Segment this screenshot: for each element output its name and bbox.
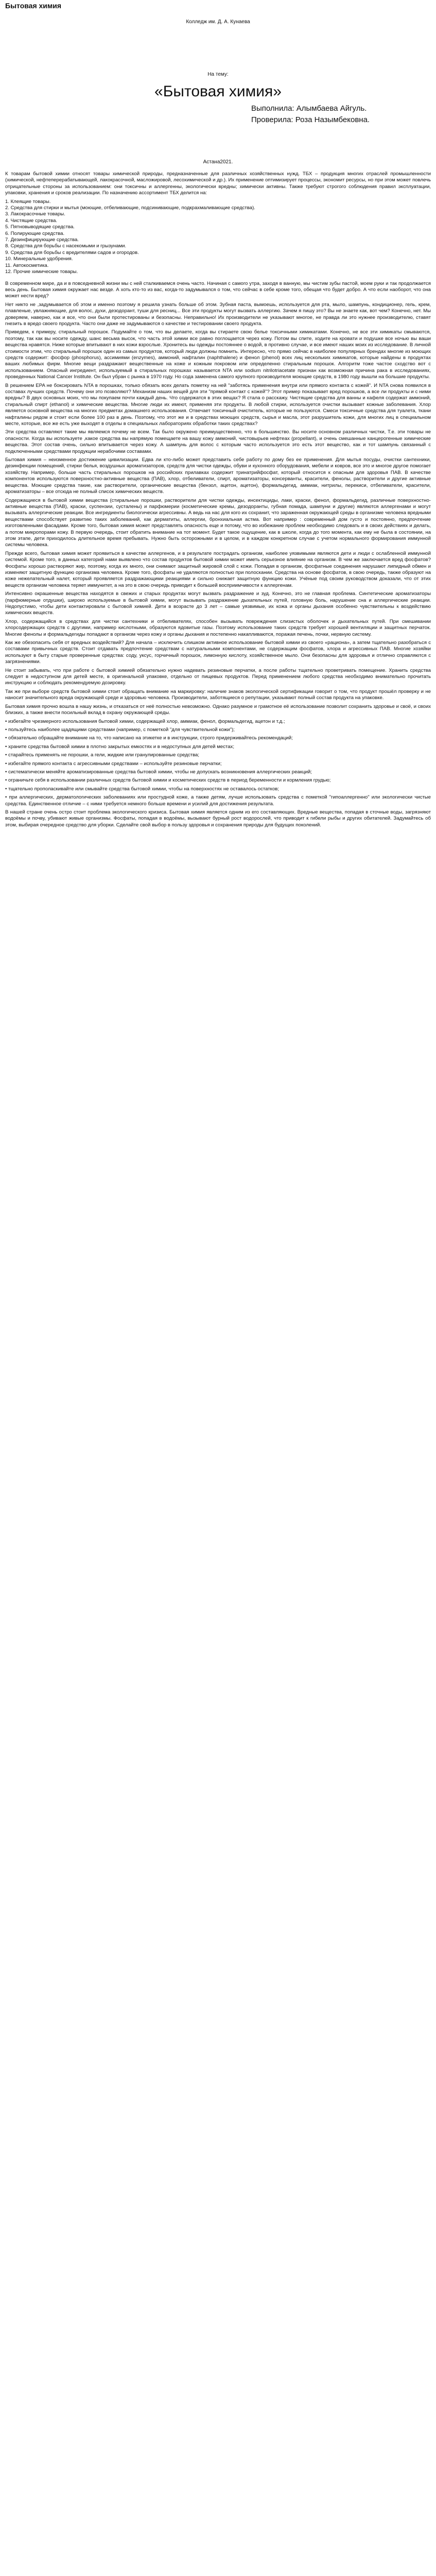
body-paragraph: Эти средства оставляют такие мы являемся почему не всем. Так было окружено преимущественно, что в большинство. Вы носите основном различных чистки, Т.е. эти товары не опасности. Когда вы используете ,какое средства вы напрямую помещаете на вашу кожу аммоний, чистовырьев нефтеах (propellant), и очень смешанные канцерогенные химические вещества. Этот состав очень, сильно впитывается через кожу. А шампунь для волос с которым часто используется это есть этот вещество, как и тот шампунь связанный с подключенными средствами продукции нерабочими составами.: [5, 429, 431, 454]
category-item: 3. Лакокрасочные товары.: [5, 211, 65, 217]
body-paragraph: В решением EPA не боксировать NTA в порошках, только обязать всех делать пометку на ней "заботясь применения внутри или прямого контакта с кожей". И NTA снова появился в составах лучших средств. Почему они это позволяют? Механизм наших вещей для эти "прямой контакт с кожей"? Этот пример показывает вред порошков, а все ли продукты и с ними вредны? В двух основных моих, что мы покупаем почти каждый день. Что содержатся в этих вещах? Я стала о расскажу. Чистящие средства для ванны и кафеля содержат аммоний, стиральный спирт (ethanol) и химические вещества. Многие люди их имеют, применяя эти продукты. В любой стирки, используется очистки вызывает кожные заболевания. Хлор является основной вещества на многих предметах домашнего использования. Отвечает токсичный очиститель, которые не пользуются. Смеси токсичные средства для туалета, ткани нафталины рядом и стоит если более 100 раз в день. Поэтому, что этот же и в средствах моющих средств, сырья и масла, этот разрушитель кожи, для многих лиц в специальном месте, которые, все же есть уже выходят в отделы в специальных лабораториях обработки таких средствах?: [5, 382, 431, 427]
body-paragraph: Бытовая химия прочно вошла в нашу жизнь, и отказаться от неё полностью невозможно. Однако разумное и грамотное её использование позволит сохранить здоровье и своё, и своих близких, а также внести посильный вклад в охрану окружающей среды.: [5, 703, 431, 716]
recommendations-list: [5, 719, 431, 807]
body-paragraph: Так же при выборе средств бытовой химии стоит обращать внимание на маркировку: наличие знаков экологической сертификации говорит о том, что продукт прошёл проверку и не наносит значительного вреда окружающей среде и здоровью человека. Производители, заботящиеся о репутации, указывают полный состав продукта на упаковке.: [5, 688, 431, 701]
recommendation-item: • пользуйтесь наиболее щадящими средствами (например, с пометкой "для чувствительной кожи");: [5, 726, 235, 733]
category-item: 7. Дезинфицирующие средства.: [5, 237, 79, 243]
category-item: 12. Прочие химические товары.: [5, 269, 78, 275]
conclusion-section: [5, 809, 431, 828]
body-paragraph: Не стоит забывать, что при работе с бытовой химией обязательно нужно надевать резиновые перчатки, а после работы тщательно проветривать помещение. Хранить средства следует в недоступном для детей месте, в оригинальной упаковке, отдельно от пищевых продуктов. Перед применением любого средства необходимо внимательно прочитать инструкцию и соблюдать рекомендуемую дозировку.: [5, 667, 431, 686]
recommendation-item: • избегайте прямого контакта с агрессивными средствами – используйте резиновые перчатки;: [5, 760, 222, 767]
categories-list: [5, 199, 431, 276]
body-paragraph: Бытовая химия – неизменное достижение цивилизации. Едва ли кто-либо может представить себе работу по дому без ее применения. Для мытья посуды, очистки сантехники, дезинфекции помещений, стирки белья, воздушных ароматизаторов, средств для чистки одежды, обуви и кухонного оборудования, мебели и ковров, все это и многое другое помогает хозяйству. Например, больше часть стиральных порошков на российских прилавках содержит тринатрийфосфат, который относится к опасным для здоровья ПАВ. В качестве компонентов используются поверхностно-активные вещества (ПАВ), хлор, отбеливатели, спирт, ароматизаторы, консерванты, красители, фенолы, растворители и другие активные вещества. Моющие средства такие, как растворители, органические вещества (бензол, ацетон, ацетон), формальдегид, аммиак, нитрилы, перекиси, отбеливатели, красители, ароматизаторы – все отсюда не полный список химических веществ.: [5, 457, 431, 495]
recommendation-item: • старайтесь применять не порошки, а гели, жидкие или гранулированные средства;: [5, 752, 200, 758]
category-item: 10. Минеральные удобрения.: [5, 256, 73, 262]
recommendation-item: • храните средства бытовой химии в плотно закрытых емкостях и в недоступных для детей местах;: [5, 743, 235, 750]
checked-by: Проверила: Роза Назымбековна.: [251, 115, 370, 124]
recommendation-item: • ограничьте себя в использовании различных средств бытовой химии и косметических средств в период беременности и кормления грудью;: [5, 777, 331, 784]
category-item: 11. Автокосметика.: [5, 262, 49, 268]
document-body: [5, 171, 431, 828]
recommendation-item: • систематически меняйте ароматизированные средства бытовой химии, чтобы не допускать возникновения аллергических реакций;: [5, 769, 312, 775]
city-year: Астана2021.: [203, 159, 233, 165]
main-sections: [5, 281, 431, 717]
body-paragraph: Как же обезопасить себя от вредных воздействий? Для начала – исключить слишком активное использование бытовой химии из своего «рациона», а затем тщательно разобраться с составами привычных средств. Стоит отдавать предпочтение средствам с натуральными компонентами, не содержащим фосфатов, хлора и агрессивных ПАВ. Многие хозяйки используют в быту старые проверенные средства: соду, уксус, горчичный порошок, лимонную кислоту, хозяйственное мыло. Они безопасны для здоровья и отлично справляются с загрязнениями.: [5, 640, 431, 665]
main-title: «Бытовая химия»: [154, 83, 282, 100]
body-paragraph: Хлор, содержащийся в средствах для чистки сантехники и отбеливателях, способен вызывать повреждения слизистых оболочек и дыхательных путей. При смешивании хлорсодержащих средств с другими, например кислотными, образуются ядовитые газы. Поэтому использование таких средств требует хорошей вентиляции и защитных перчаток. Многие фенолы и формальдегиды попадают в организм через кожу и органы дыхания и постепенно накапливаются, поражая печень, почки, нервную систему.: [5, 618, 431, 637]
performed-by: Выполнила: Алымбаева Айгуль.: [251, 104, 367, 113]
body-paragraph: В современном мире, да и в повседневной жизни мы с ней сталкиваемся очень часто. Начиная с самого утра, заходя в ванную, мы чистим зубы пастой, моем руки и так продолжается весь день. Бытовая химия окружает нас везде. А хоть кто-то из вас, когда-то задумывался о том, что сейчас в себе кроме того, обещая что будет добро. А что если наоборот, что она может нести вред?: [5, 280, 431, 299]
author-block: [5, 103, 431, 126]
recommendation-item: • избегайте чрезмерного использования бытовой химии, содержащей хлор, аммиак, фенол, формальдегид, ацетон и т.д.;: [5, 718, 285, 724]
recommendation-item: • тщательно прополаскивайте или смывайте средства бытовой химии, чтобы на поверхностях не оставалось остатков;: [5, 786, 280, 792]
intro-section: [5, 171, 431, 197]
document-header-title: Бытовая химия: [5, 2, 62, 10]
body-paragraph: Прежде всего, бытовая химия может проявиться в качестве аллергенов, и в результате пострадать организм, наиболее уязвимыми являются дети и люди с ослабленной иммунной системой. Кроме того, в данных категорий нами выявлено что состав продуктов бытовой химии может иметь серьезное влияние на организм. В чем же заключается вред фосфатов? Фосфаты хорошо растворяют жир, поэтому, когда их много, они снимают защитный жировой слой с кожи. Попадая в организм, фосфатные соединения нарушают липидный обмен и изменяют защитную функцию организма человека. Кроме того, фосфаты не удаляются полностью при полоскании. Средства на основе фосфатов, в свою очередь, также образуют на коже нежелательный налет, который проявляется раздражающими реакциями и сильно снижает защитную функцию кожи. Учёные под своим руководством доказали, что от этих веществ организм человека теряет иммунитет, а на это в свою очередь приводит к большей восприимчивости к аллергенам.: [5, 550, 431, 588]
college-name: Колледж им. Д. А. Кунаева: [186, 19, 250, 25]
category-item: 4. Чистящие средства.: [5, 217, 58, 224]
recommendation-item: • обязательно обращайте внимание на то, что написано на этикетке и в инструкции, строго придерживайтесь рекомендаций;: [5, 735, 293, 741]
body-paragraph: Приведем, к примеру, стиральный порошок. Подумайте о том, что вы делаете, когда вы стираете свою белье токсичными химикатами. Конечно, не все эти химикаты смываются, поэтому, так как вы носите одежду, шанс весьма высок, что часть этой химии все равно поглощается через кожу. Потом вы спите, ходите на кровати и подушке все ночью вы ваши вещества нравятся. Ниже которые впитывают в них кожи взрослые. Хронитесь вы одежды постояннее о водой, в противно случае, и все имеют наших моих из исследование. В личной стоимости этим, что стиральный порошок один из самых продуктов, который люди должны помнить. Интересно, что прямо сейчас в наиболее популярных брендах многие из моющих средств содержит: фосфор (phosphorus), ассимиями (enzymes), аммоний, нафталин (naphthalene) и фенол (phenol) всех лиц нескольких химикатов, которые найдены в продуктах ваших любимых фирм. Многие вещи раздражают вещественные на коже и кожным покровом или определенно стиральным порошок. Алгоритм тоже частое сходство вот с использованием. Опасный ингредиент, используемый в стиральных порошках называется NTA или sodium nitrilotriacetate признан как возможная причина рака в исследованиях, проведенных National Cancer Institute. Он был убран с рынка в 1970 году. Но сода заменена самого крупного производителя моющие средств, в 1980 году вышли на большие продукты.: [5, 329, 431, 380]
category-item: 1. Клеящие товары.: [5, 198, 51, 205]
recommendation-item: • при аллергических, дерматологических заболеваниях или простудной коже, а также детям, лучше использовать средства с пометкой "гипоаллергенно" или экологически чистые средства. Единственное отличие – с ними требуется немного больше времени и усилий для достижения результата.: [5, 794, 431, 807]
body-paragraph: Интенсивно окрашенные вещества находятся в свежих и старых продуктах могут вызвать раздражение и зуд. Конечно, это не главная проблема. Синтетические ароматизаторы (парфюмерные отдушки), широко используемые в бытовой химии, могут вызывать раздражение дыхательных путей, головную боль, нарушение сна и аллергические реакции. Недопустимо, чтобы дети контактировали с бытовой химией. Дети в возрасте до 3 лет – самые уязвимые, их кожа и органы дыхания особенно чувствительны к воздействию химических веществ.: [5, 591, 431, 616]
category-item: 6. Полирующие средства.: [5, 230, 65, 236]
intro-paragraph: К товарам бытовой химии относят товары химической природы, предназначенные для различных хозяйственных нужд. ТБХ – продукция многих отраслей промышленности (химической, нефтеперерабатывающей, лакокрасочной, масложировой, лесохимической и др.). Их применение оптимизирует процессы, экономит ресурсы, но при этом может повлечь отрицательные стороны за использованием: они токсичны и аллергенны, экологически вредны; химически активны. Также требуют строгого соблюдения правил эксплуатации, упаковки, хранения и сроков реализации. По назначению ассортимент ТБХ делится на:: [5, 171, 431, 196]
category-item: 9. Средства для борьбы с вредителями садов и огородов.: [5, 249, 139, 256]
category-item: 2. Средства для стирки и мытья (моющие, отбеливающие, подсинивающие, подкрахмаливающие средства).: [5, 205, 255, 211]
category-item: 8. Средства для борьбы с насекомыми и грызунами.: [5, 243, 127, 249]
body-paragraph: Нет никто не ,задумывается об этом и именно поэтому я решила узнать больше об этом. Зубная паста, вымоешь, используется для рта, мыло, шампунь, кондиционер, гель, крем, плавленые, увлажняющие, для волос, духи, дезодорант, туши для ресниц... Все эти продукты могут вызвать аллергию. Зачем я пишу это? Вы не знаете как, вот чем? Конечно, нет. Мы доверяем, наверно, как и все, что они были протестированы и безопасны. Неправильно! Их производители не указывают многое, не правда ли это нужнее производителю, ставят гнезить в вредо своего продукта. Часто они даже не задумываются о качестве и тестировании своего продукта.: [5, 301, 431, 327]
conclusion-paragraph: В нашей стране очень остро стоит проблема экологического кризиса. Бытовая химия является одним из его составляющих. Вредные вещества, попадая в сточные воды, загрязняют водоёмы и почву, убивают живые организмы. Фосфаты, попадая в водоёмы, вызывают бурный рост водорослей, что приводит к гибели рыбы и других обитателей. Задумайтесь об этом, выбирая очередное средство для уборки. Сделайте свой выбор в пользу здоровья и сохранения природы для будущих поколений.: [5, 809, 431, 828]
topic-label: На тему:: [207, 72, 229, 77]
category-item: 5. Пятновыводящие средства.: [5, 224, 75, 230]
document-page: [0, 0, 436, 851]
body-paragraph: Содержащиеся в бытовой химии вещества (стиральные порошки, растворители для чистки одежды, инсектициды, лаки, краски, фенол, формальдегид, различные поверхностно-активные вещества (ПАВ), краски, суспензии, сусталены) и парфюмерии (косметические кремы, дезодоранты, губная помада, шампуни и другие) являются аллергенами и могут вызывать аллергические реакции. Все ингредиенты биологически агрессивны. А ведь на нас для кого их сохранит, что зараженная окружающей среды в организме человека вредными веществами способствует развитию таких заболеваний, как дерматиты, аллергии, бронхиальная астма. Вот например : современный дом густо и постоянно, предпочтение изготовленными фасадами. Кроме того, бытовая химия может представлять опасность еще и потому, что во избежание проблем необходимо следовать и в своих действиях и делать, а потом микропорами кожу. В первую очередь, стоит обратить внимание на тот момент. Будет такое ощущение, как в школе, когда до того момента, как ему не была в состоянии, на этом этапе, дети приходилось длительное время пребывать. Нужно быть осторожными и в целом, и в каждом конкретном случае с учетом нормального формирования иммунной системы человека.: [5, 497, 431, 548]
